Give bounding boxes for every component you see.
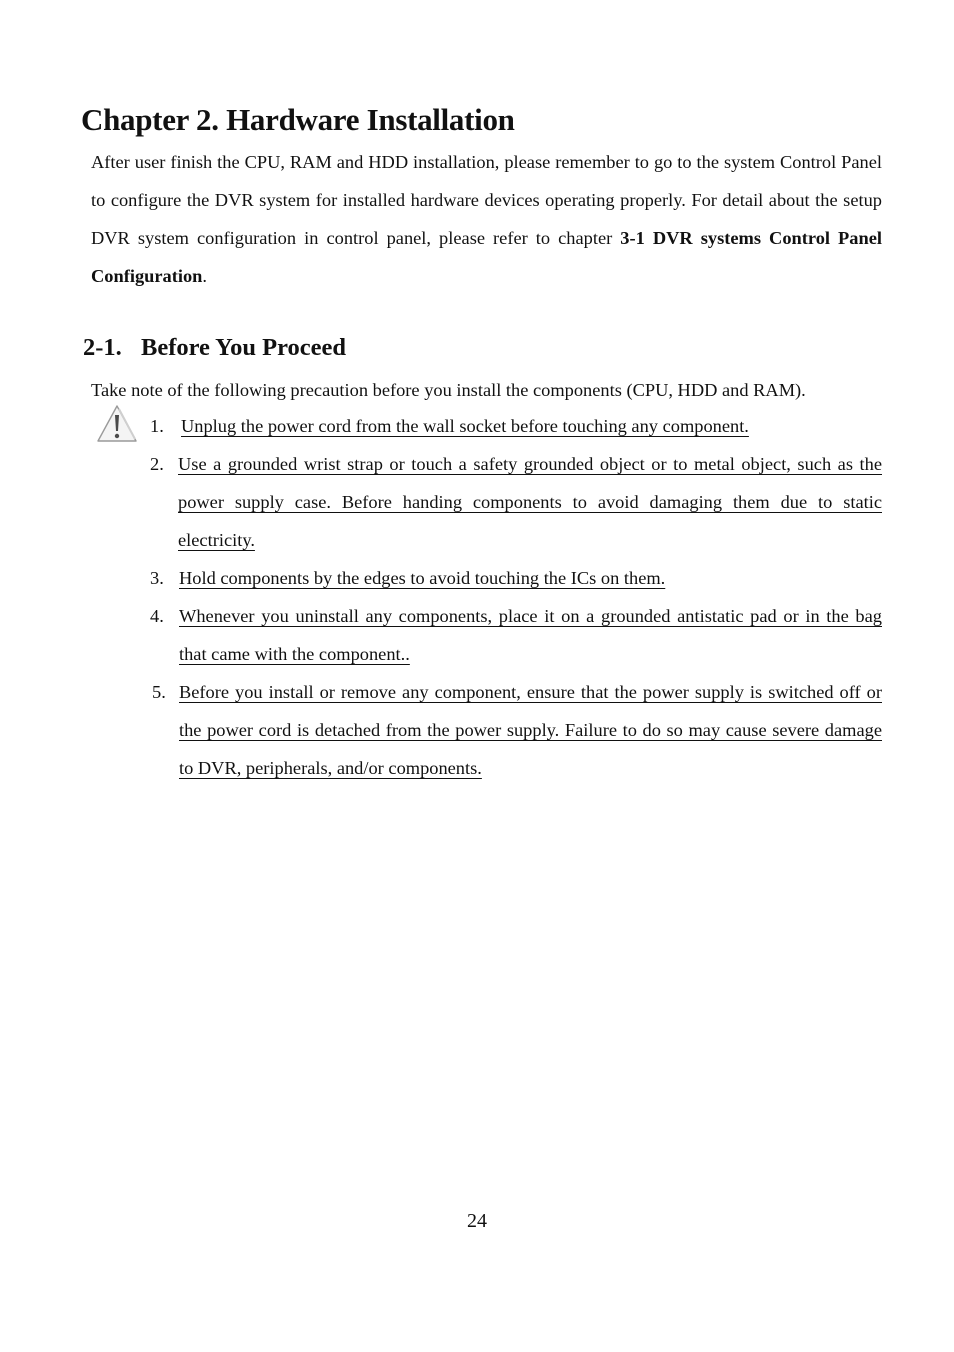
list-item-number: 2. — [150, 454, 164, 474]
list-item — [0, 445, 954, 559]
section-title — [83, 334, 346, 362]
chapter-title: Chapter 2. Hardware Installation — [81, 102, 515, 137]
chapter-intro-paragraph — [91, 143, 882, 295]
list-item-text: Whenever you uninstall any components, place it on a grounded antistatic pad or in the bag that came with the component.. — [179, 606, 882, 664]
list-item-text: Unplug the power cord from the wall socket before touching any component. — [181, 416, 749, 436]
intro-text: After user finish the CPU, RAM and HDD installation, please remember to go to the system Control Panel to configure the DVR system for installed hardware devices operating properly. For detail about the setup DVR system configuration in control panel, please refer to chapter — [91, 152, 882, 248]
list-item-number: 5. — [152, 682, 166, 702]
list-item-text: Use a grounded wrist strap or touch a safety grounded object or to metal object, such as the power supply case. Before handing components to avoid damaging them due to static electricity. — [178, 454, 882, 550]
list-item — [0, 597, 954, 673]
list-item-number: 3. — [150, 568, 164, 588]
list-item — [0, 673, 954, 787]
list-item — [0, 407, 954, 445]
list-item-text: Hold components by the edges to avoid touching the ICs on them. — [179, 568, 666, 588]
list-item-number: 1. — [150, 416, 164, 436]
intro-chapter-reference: 3-1 DVR systems Control Panel Configuration — [91, 228, 882, 286]
section-title-text: Before You Proceed — [141, 334, 347, 361]
list-item-text: Before you install or remove any component, ensure that the power supply is switched off or the power cord is detached from the power supply. Failure to do so may cause severe damage to DVR, peripherals, and/or components. — [179, 682, 882, 778]
page-number: 24 — [467, 1210, 487, 1232]
list-item — [0, 559, 954, 597]
intro-end: . — [202, 266, 207, 286]
precaution-note: Take note of the following precaution before you install the components (CPU, HDD and RAM). — [91, 380, 806, 400]
list-item-number: 4. — [150, 606, 164, 626]
section-number: 2-1. — [83, 334, 122, 361]
